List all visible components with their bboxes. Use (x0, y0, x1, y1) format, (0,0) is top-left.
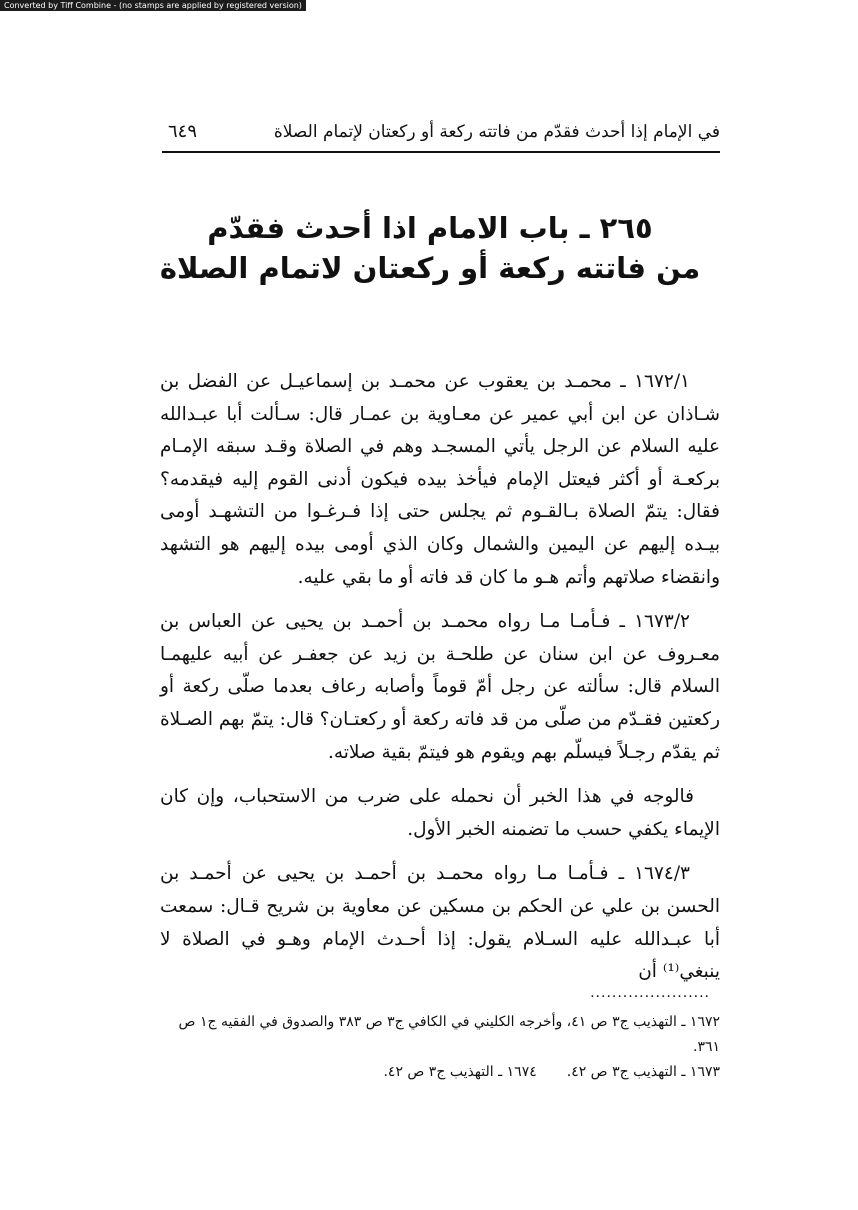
chapter-title (150, 208, 710, 288)
chapter-title-line-1: ٢٦٥ ـ باب الامام اذا أحدث فقدّم (207, 211, 653, 245)
hadith-1672: ١٦٧٢/١ ـ محمـد بن يعقوب عن محمـد بن إسماعيـل عن الفضل بن شـاذان عن ابن أبي عمير عن معـاوية بن عمـار قال: سـألت أبا عبـدالله عليه السلام عن الرجل يأتي المسجـد وهم في الصلاة وقـد سبقه الإمـام بركعـة أو أكثر فيعتل الإمام فيأخذ بيده فيكون أدنى القوم إليه فيقدمه؟ فقال: يتمّ الصلاة بـالقـوم ثم يجلس حتى إذا فـرغـوا من التشهـد أومى بيـده إليهم عن اليمين والشمال وكان الذي أومى بيده إليهم هو التشهد وانقضاء صلاتهم وأتم هـو ما كان قد فاته أو ما بقي عليه. (160, 371, 720, 588)
converter-banner: Converted by Tiff Combine - (no stamps are applied by registered version) (0, 0, 306, 11)
footnote-1674: ١٦٧٤ ـ التهذيب ج٣ ص ٤٢. (383, 1064, 537, 1080)
footnote-1672: ١٦٧٢ ـ التهذيب ج٣ ص ٤١، وأخرجه الكليني في الكافي ج٣ ص ٣٨٣ والصدوق في الفقيه ج١ ص ٣٦١. (178, 1014, 720, 1055)
footnote-line-2 (160, 1060, 720, 1085)
footnote-separator: ...................... (590, 986, 710, 1000)
running-header (162, 118, 720, 146)
chapter-title-line-2: من فاتته ركعة أو ركعتان لاتمام الصلاة (159, 251, 701, 285)
hadith-1673: ١٦٧٣/٢ ـ فـأمـا مـا رواه محمـد بن أحمـد بن يحيى عن العباس بن معـروف عن ابن سنان عن طلحـة بن زيد عن جعفـر عن أبيه عليهمـا السلام قال: سألته عن رجل أمّ قوماً وأصابه رعاف بعدما صلّى ركعة أو ركعتين فقـدّم من صلّى من قد فاته ركعة أو ركعتـان؟ قال: يتمّ بهم الصـلاة ثم يقدّم رجـلاً فيسلّم بهم ويقوم هو فيتمّ بقية صلاته. (159, 611, 720, 763)
footnotes (160, 1010, 720, 1085)
hadith-1674: ١٦٧٤/٣ ـ فـأمـا مـا رواه محمـد بن أحمـد بن يحيى عن أحمـد بن الحسن بن علي عن الحكم بن مسكين عن معاوية بن شريح قـال: سمعت أبا عبـدالله عليه السـلام يقول: إذا أحـدث الإمام وهـو في الصلاة لا ينبغي⁽¹⁾ أن (160, 863, 720, 983)
footnote-1673: ١٦٧٣ ـ التهذيب ج٣ ص ٤٢. (566, 1064, 720, 1080)
page-number: ٦٤٩ (168, 121, 198, 142)
body-text (160, 366, 720, 1001)
header-rule (162, 151, 720, 153)
commentary-paragraph: فالوجه في هذا الخبر أن نحمله على ضرب من الاستحباب، وإن كان الإيماء يكفي حسب ما تضمنه الخبر الأول. (160, 786, 720, 840)
running-title: في الإمام إذا أحدث فقدّم من فاتته ركعة أو ركعتان لإتمام الصلاة (273, 122, 720, 142)
